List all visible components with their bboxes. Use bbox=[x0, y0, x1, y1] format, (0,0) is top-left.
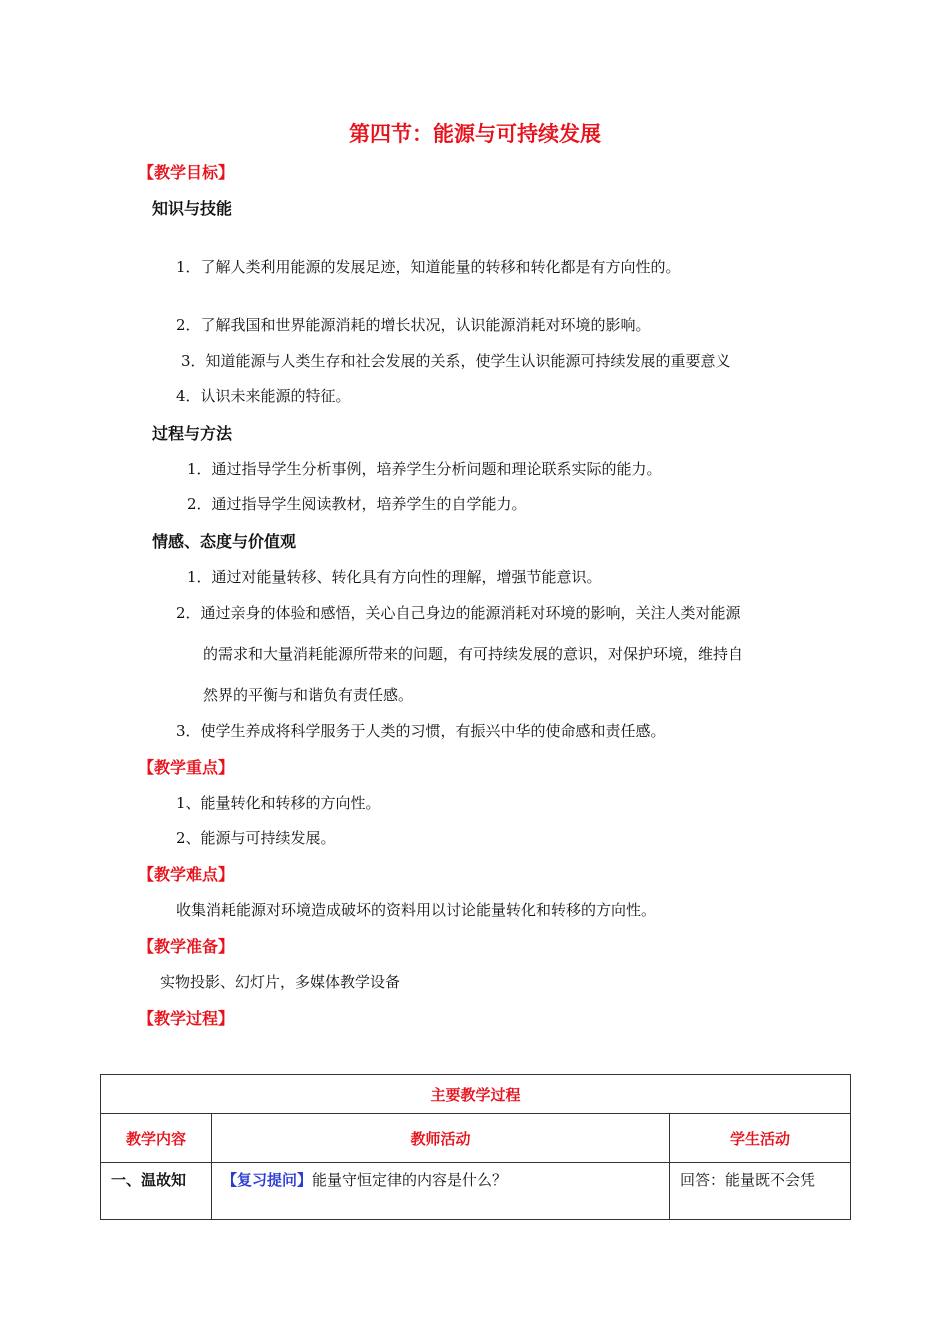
difficulties-heading: 【教学难点】 bbox=[138, 865, 235, 884]
table-caption: 主要教学过程 bbox=[101, 1075, 851, 1114]
row-content: 一、温故知 bbox=[101, 1163, 212, 1220]
process-heading: 过程与方法 bbox=[152, 424, 233, 443]
difficulties-text: 收集消耗能源对环境造成破坏的资料用以讨论能量转化和转移的方向性。 bbox=[176, 901, 657, 919]
process-item: 1．通过指导学生分析事例，培养学生分析问题和理论联系实际的能力。 bbox=[187, 460, 662, 478]
emotion-heading: 情感、态度与价值观 bbox=[152, 532, 297, 551]
knowledge-item: 2．了解我国和世界能源消耗的增长状况，认识能源消耗对环境的影响。 bbox=[176, 316, 651, 334]
review-question-tag: 【复习提问】 bbox=[222, 1171, 313, 1189]
knowledge-item: 1．了解人类利用能源的发展足迹，知道能量的转移和转化都是有方向性的。 bbox=[176, 258, 681, 276]
key-point-item: 2、能源与可持续发展。 bbox=[176, 829, 336, 847]
objectives-heading: 【教学目标】 bbox=[138, 163, 235, 182]
review-question-text: 能量守恒定律的内容是什么？ bbox=[312, 1171, 508, 1189]
table-row bbox=[101, 1163, 851, 1220]
emotion-item-continued: 然界的平衡与和谐负有责任感。 bbox=[203, 686, 414, 704]
emotion-item: 1．通过对能量转移、转化具有方向性的理解，增强节能意识。 bbox=[187, 568, 602, 586]
table-caption-row bbox=[101, 1075, 851, 1114]
knowledge-heading: 知识与技能 bbox=[152, 199, 233, 218]
key-points-heading: 【教学重点】 bbox=[138, 758, 235, 777]
row-student: 回答：能量既不会凭 bbox=[670, 1163, 851, 1220]
emotion-item-continued: 的需求和大量消耗能源所带来的问题，有可持续发展的意识，对保护环境，维持自 bbox=[203, 645, 744, 663]
table-header-row bbox=[101, 1114, 851, 1163]
emotion-item: 3．使学生养成将科学服务于人类的习惯，有振兴中华的使命感和责任感。 bbox=[176, 722, 666, 740]
header-content: 教学内容 bbox=[101, 1114, 212, 1163]
knowledge-item: 3．知道能源与人类生存和社会发展的关系，使学生认识能源可持续发展的重要意义 bbox=[181, 352, 731, 370]
procedure-heading: 【教学过程】 bbox=[138, 1009, 235, 1028]
page-title: 第四节：能源与可持续发展 bbox=[349, 122, 601, 146]
header-student: 学生活动 bbox=[670, 1114, 851, 1163]
knowledge-item: 4．认识未来能源的特征。 bbox=[176, 387, 351, 405]
header-teacher: 教师活动 bbox=[212, 1114, 670, 1163]
key-point-item: 1、能量转化和转移的方向性。 bbox=[176, 794, 381, 812]
preparation-heading: 【教学准备】 bbox=[138, 937, 235, 956]
row-teacher bbox=[212, 1163, 670, 1220]
preparation-text: 实物投影、幻灯片，多媒体教学设备 bbox=[160, 973, 401, 991]
emotion-item: 2．通过亲身的体验和感悟，关心自己身边的能源消耗对环境的影响，关注人类对能源 bbox=[176, 604, 741, 622]
procedure-table bbox=[100, 1074, 851, 1220]
process-item: 2．通过指导学生阅读教材，培养学生的自学能力。 bbox=[187, 495, 527, 513]
